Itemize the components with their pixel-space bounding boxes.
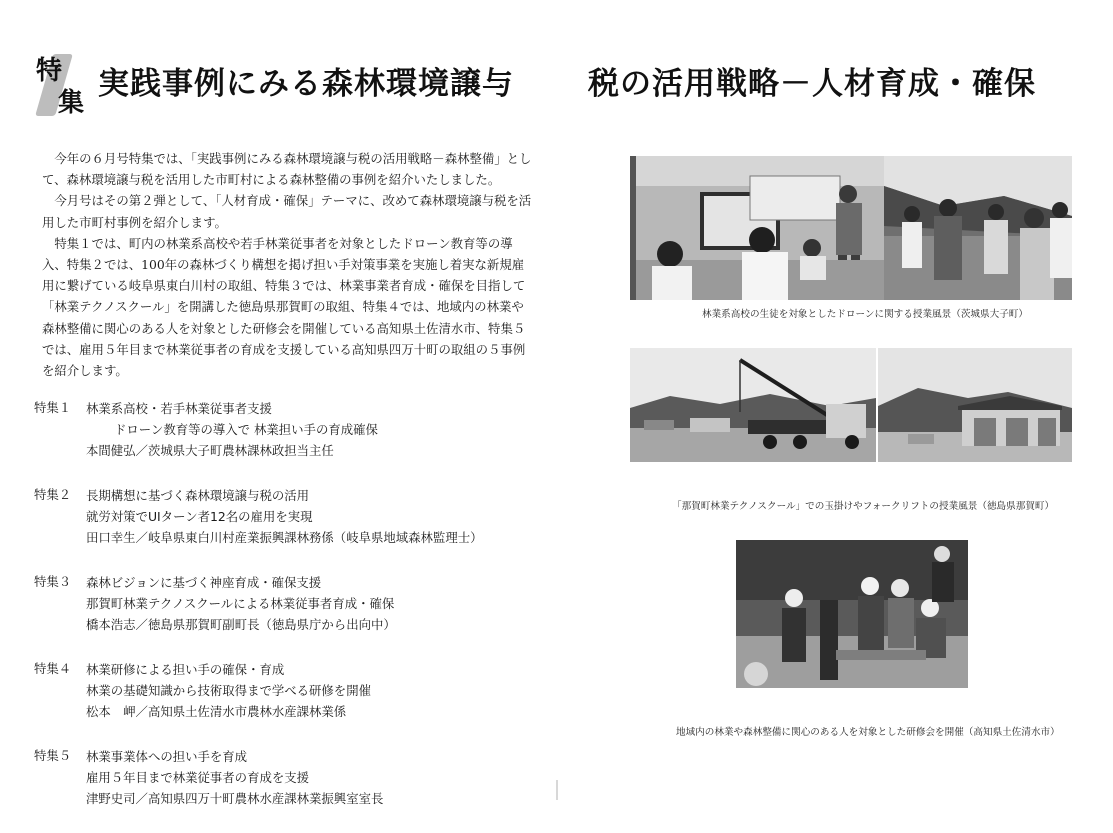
feature-number: 特集５: [34, 748, 72, 763]
feature-item: [34, 659, 554, 722]
feature-theme: 森林ビジョンに基づく神座育成・確保支援: [86, 575, 322, 590]
feature-subtitle: 就労対策でUIターン者12名の雇用を実現: [86, 509, 313, 524]
feature-item: [34, 572, 554, 635]
photo-training-session: [736, 540, 968, 688]
intro-text: [42, 148, 534, 381]
page-title-left: 実践事例にみる森林環境譲与: [98, 66, 514, 102]
feature-badge: [30, 48, 90, 120]
intro-paragraph: 今年の６月号特集では、「実践事例にみる森林環境譲与税の活用戦略－森林整備」として、森林環境譲与税を活用した市町村による森林整備の事例を紹介いたしました。: [42, 151, 532, 188]
feature-number: 特集３: [34, 574, 72, 589]
feature-number: 特集１: [34, 400, 72, 415]
feature-author: 津野史司／高知県四万十町農林水産課林業振興室室長: [86, 791, 384, 806]
feature-theme: 林業事業体への担い手を育成: [86, 749, 248, 764]
feature-theme: 林業系高校・若手林業従事者支援: [86, 401, 272, 416]
photo-drone-classroom: [630, 156, 884, 300]
feature-subtitle: 雇用５年目まで林業従事者の育成を支援: [86, 770, 310, 785]
feature-author: 橋本浩志／徳島県那賀町副町長（徳島県庁から出向中）: [86, 617, 396, 632]
intro-paragraph: 特集１では、町内の林業系高校や若手林業従事者を対象としたドローン教育等の導入、特集２では、100年の森林づくり構想を掲げ担い手対策事業を実施し着実な新規雇用に繋げている岐阜県東白川村の取組、特集３では、林業事業者育成・確保を目指して「林業テクノスクール」を開講した徳島県那賀町の取組、特集４では、地域内の林業や森林整備に関心のある人を対象とした研修会を開催している高知県土佐清水市、特集５では、雇用５年目まで林業従事者の育成を支援している高知県四万十町の取組の５事例を紹介します。: [42, 235, 526, 379]
feature-number: 特集４: [34, 661, 72, 676]
feature-theme: 長期構想に基づく森林環境譲与税の活用: [86, 488, 310, 503]
feature-subtitle: ドローン教育等の導入で 林業担い手の育成確保: [114, 422, 378, 437]
feature-author: 本間健弘／茨城県大子町農林課林政担当主任: [86, 443, 334, 458]
feature-author: 田口幸生／岐阜県東白川村産業振興課林務係（岐阜県地域森林監理士）: [86, 530, 483, 545]
badge-char-1: 特: [36, 56, 63, 86]
badge-char-2: 集: [58, 88, 85, 118]
feature-item: [34, 398, 554, 461]
photo-crane-truck: [630, 348, 876, 462]
feature-subtitle: 那賀町林業テクノスクールによる林業従事者育成・確保: [86, 596, 395, 611]
feature-theme: 林業研修による担い手の確保・育成: [86, 662, 285, 677]
photo-school-building: [878, 348, 1072, 462]
feature-number: 特集２: [34, 487, 72, 502]
page-title-right: 税の活用戦略－人材育成・確保: [588, 66, 1036, 102]
feature-subtitle: 林業の基礎知識から技術取得まで学べる研修を開催: [86, 683, 371, 698]
feature-author: 松本 岬／高知県土佐清水市農林水産課林業係: [86, 704, 347, 719]
photo-caption: 「那賀町林業テクノスクール」での玉掛けやフォークリフトの授業風景（徳島県那賀町）: [672, 501, 1055, 512]
feature-list: [34, 398, 554, 833]
feature-item: [34, 485, 554, 548]
page-gutter-divider: [556, 780, 558, 800]
photo-caption: 林業系高校の生徒を対象としたドローンに関する授業風景（茨城県大子町）: [702, 309, 1028, 320]
intro-paragraph: 今月号はその第２弾として、「人材育成・確保」テーマに、改めて森林環境譲与税を活用した市町村事例を紹介します。: [42, 193, 532, 230]
photo-drone-field: [884, 156, 1072, 300]
photo-caption: 地域内の林業や森林整備に関心のある人を対象とした研修会を開催（高知県土佐清水市）: [676, 727, 1060, 738]
